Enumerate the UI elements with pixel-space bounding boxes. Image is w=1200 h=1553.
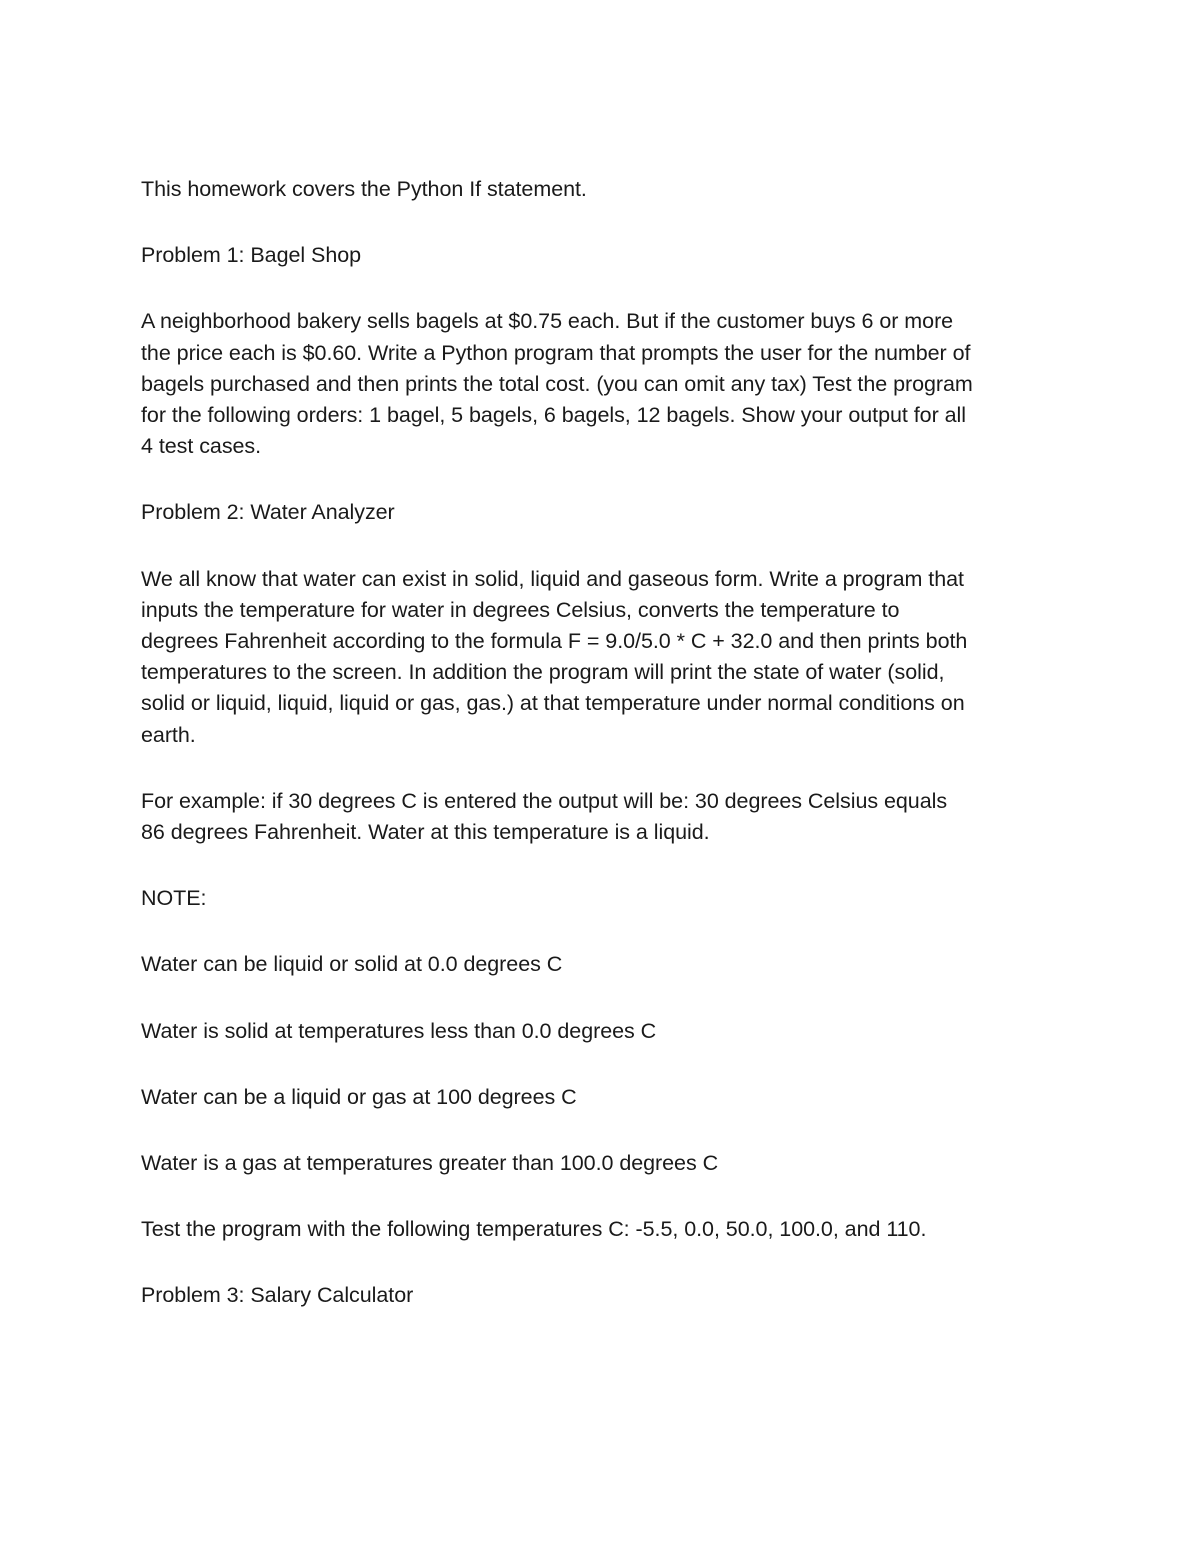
problem1-line: A neighborhood bakery sells bagels at $0.75 each. But if the customer buys 6 or more [141, 309, 954, 334]
document-body [141, 174, 1071, 1312]
problem2-heading: Problem 2: Water Analyzer [141, 500, 395, 525]
problem2-line: degrees Fahrenheit according to the formula F = 9.0/5.0 * C + 32.0 and then prints both [141, 629, 968, 654]
problem1-body [141, 306, 1071, 462]
note-item: Water is solid at temperatures less than 0.0 degrees C [141, 1018, 657, 1043]
note-item: Water is a gas at temperatures greater than 100.0 degrees C [141, 1151, 719, 1176]
problem2-body [141, 564, 1071, 751]
problem2-line: temperatures to the screen. In addition the program will print the state of water (solid, [141, 660, 945, 685]
problem3-heading: Problem 3: Salary Calculator [141, 1283, 414, 1308]
problem1-heading: Problem 1: Bagel Shop [141, 243, 362, 268]
problem2-line: We all know that water can exist in solid, liquid and gaseous form. Write a program that [141, 566, 964, 591]
problem1-line: the price each is $0.60. Write a Python program that prompts the user for the number of [141, 340, 971, 365]
problem2-line: earth. [141, 722, 196, 747]
problem2-line: inputs the temperature for water in degrees Celsius, converts the temperature to [141, 597, 900, 622]
example-line: For example: if 30 degrees C is entered the output will be: 30 degrees Celsius equals [141, 788, 948, 813]
problem1-line: bagels purchased and then prints the total cost. (you can omit any tax) Test the program [141, 371, 973, 396]
problem2-line: solid or liquid, liquid, liquid or gas, gas.) at that temperature under normal conditions on [141, 691, 965, 716]
note-item: Water can be a liquid or gas at 100 degrees C [141, 1084, 577, 1109]
note-item: Water can be liquid or solid at 0.0 degrees C [141, 952, 563, 977]
example-line: 86 degrees Fahrenheit. Water at this temperature is a liquid. [141, 820, 710, 845]
note-label: NOTE: [141, 886, 207, 911]
problem2-test-text: Test the program with the following temperatures C: -5.5, 0.0, 50.0, 100.0, and 110. [141, 1217, 927, 1242]
problem2-example [141, 786, 1071, 848]
problem1-line: 4 test cases. [141, 434, 262, 459]
intro-text: This homework covers the Python If statement. [141, 177, 587, 201]
problem1-line: for the following orders: 1 bagel, 5 bagels, 6 bagels, 12 bagels. Show your output for all [141, 403, 966, 428]
